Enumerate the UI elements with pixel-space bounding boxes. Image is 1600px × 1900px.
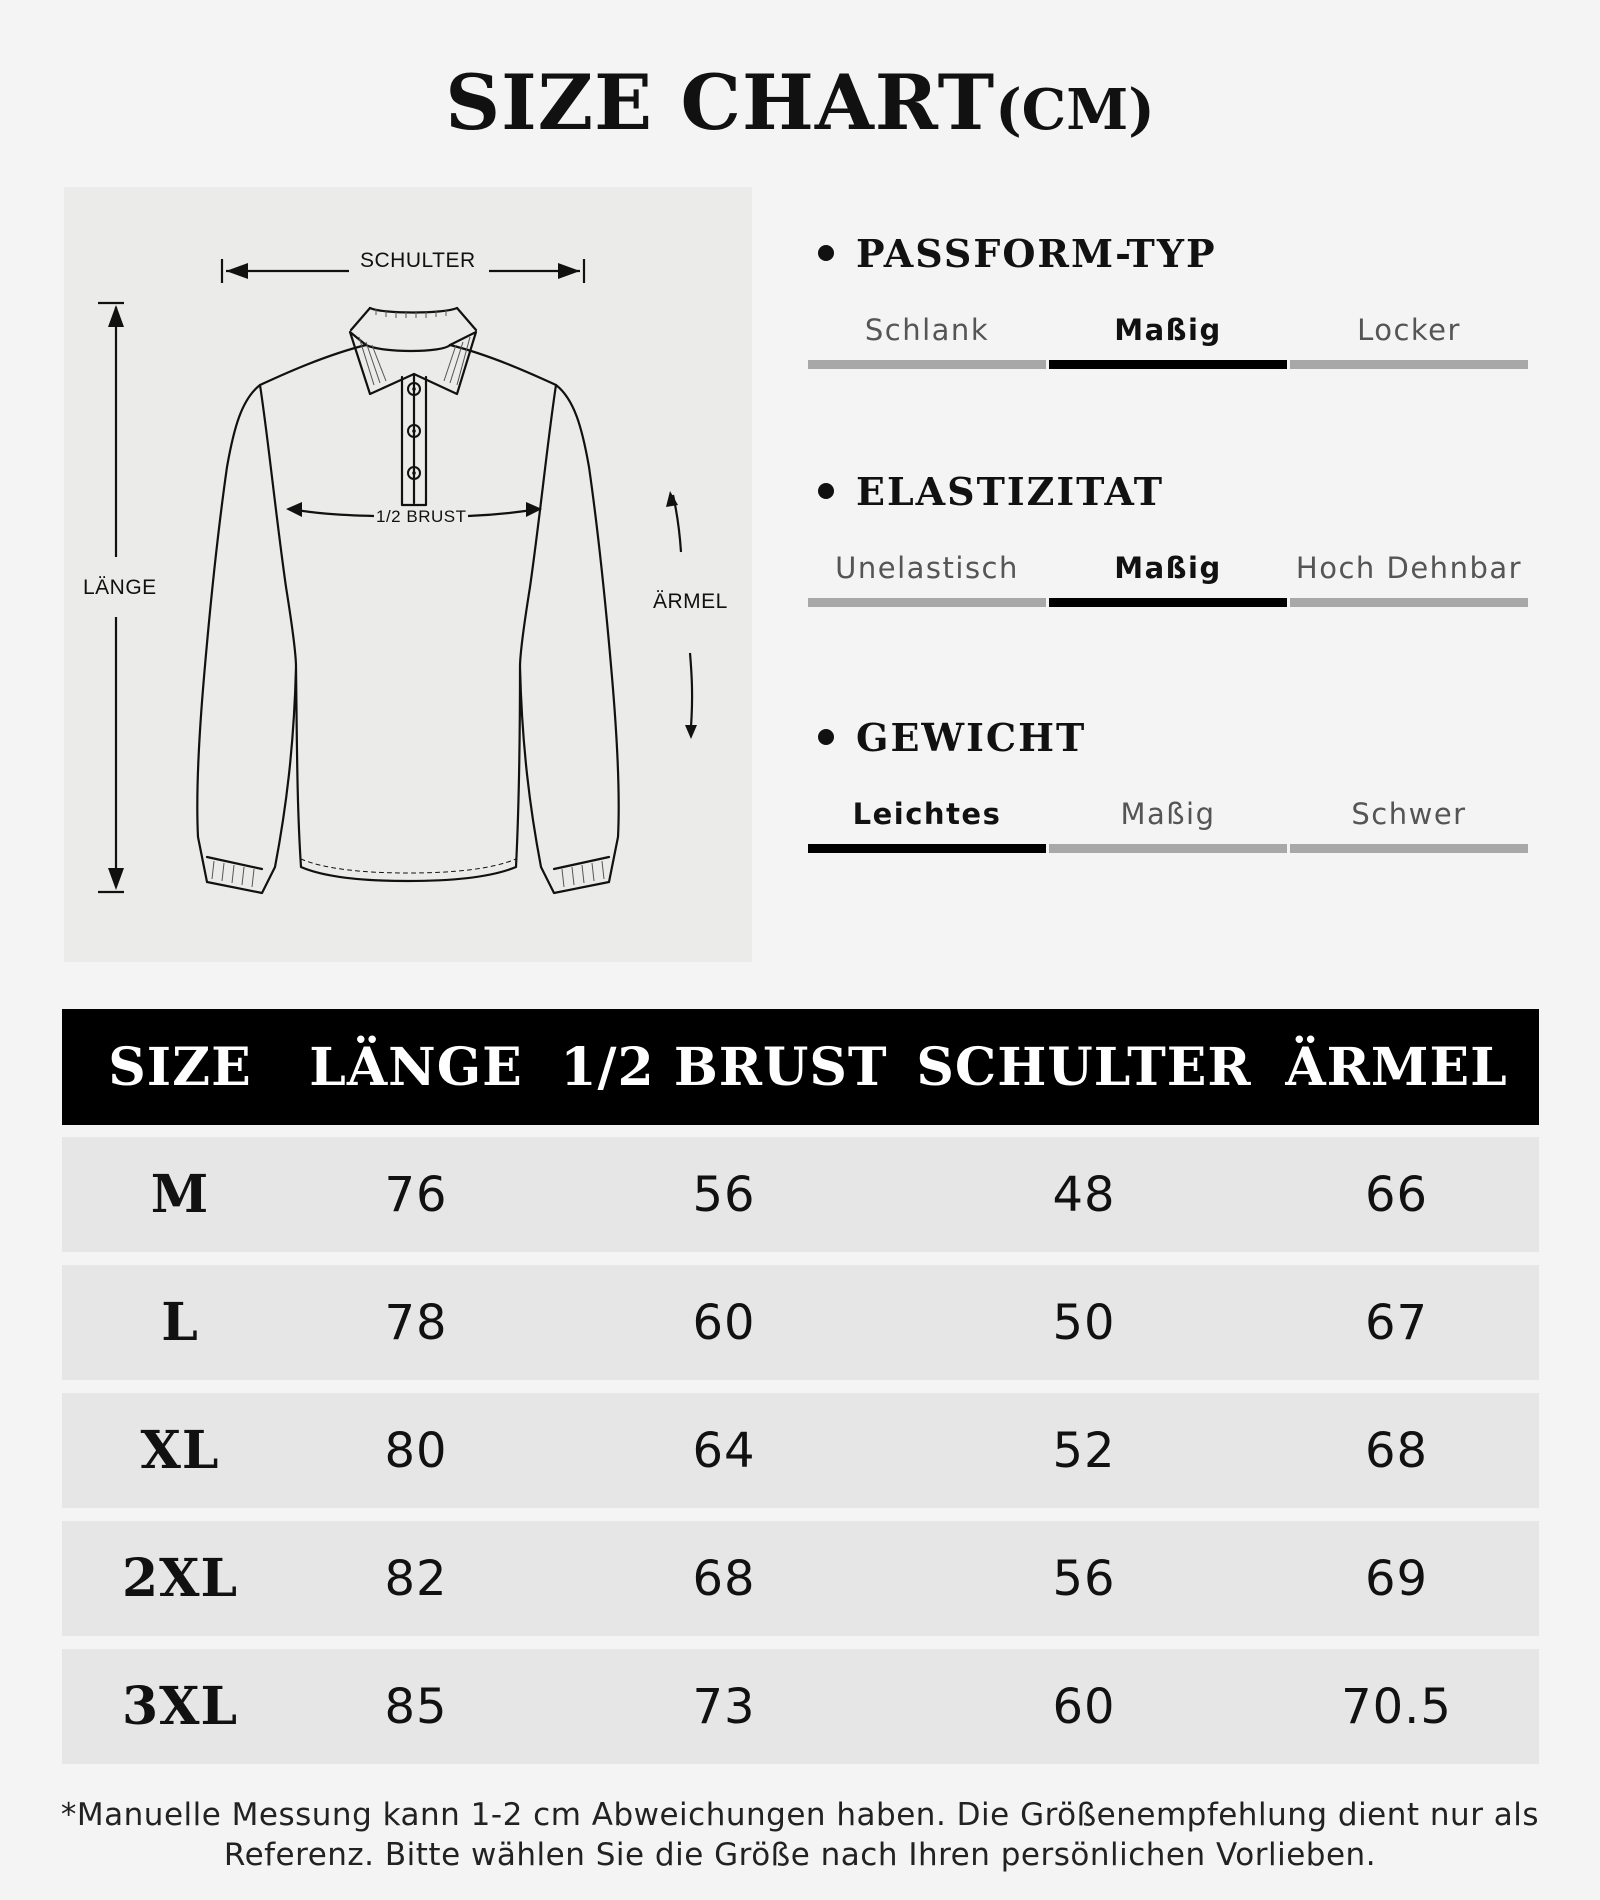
cell-length: 80 — [384, 1422, 448, 1479]
elasticity-option-moderate: Maßig — [1049, 547, 1287, 607]
table-row — [62, 1649, 1539, 1764]
cell-shoulder: 50 — [1052, 1294, 1116, 1351]
bullet-icon — [818, 245, 834, 261]
cell-size: 2XL — [121, 1548, 239, 1609]
cell-half-chest: 56 — [692, 1166, 756, 1223]
polo-shirt-drawing — [64, 187, 752, 962]
cell-size: L — [161, 1292, 199, 1353]
cell-half-chest: 73 — [692, 1678, 756, 1735]
cell-half-chest: 68 — [692, 1550, 756, 1607]
elasticity-options — [808, 547, 1528, 607]
table-row — [62, 1393, 1539, 1508]
size-table — [62, 1009, 1539, 1764]
scale-bar — [1290, 360, 1528, 369]
shirt-illustration — [64, 187, 752, 962]
scale-bar — [1049, 598, 1287, 607]
header-length: LÄNGE — [309, 1036, 523, 1098]
table-row — [62, 1265, 1539, 1380]
footnote-line-2: Referenz. Bitte wählen Sie die Größe nach Ihren persönlichen Vorlieben. — [223, 1837, 1377, 1873]
scale-bar — [808, 844, 1046, 853]
fit-option-loose: Locker — [1290, 309, 1528, 369]
cell-size: 3XL — [121, 1676, 239, 1737]
elasticity-option-none: Unelastisch — [808, 547, 1046, 607]
cell-size: XL — [140, 1420, 220, 1481]
header-shoulder: SCHULTER — [916, 1036, 1252, 1098]
table-row — [62, 1521, 1539, 1636]
sleeve-measure-label: ÄRMEL — [653, 590, 728, 613]
measurement-footnote — [40, 1795, 1560, 1875]
header-half-chest: 1/2 BRUST — [560, 1036, 888, 1098]
cell-length: 82 — [384, 1550, 448, 1607]
weight-option-medium: Maßig — [1049, 793, 1287, 853]
weight-options — [808, 793, 1528, 853]
scale-bar — [1290, 598, 1528, 607]
cell-size: M — [150, 1164, 210, 1225]
cell-half-chest: 60 — [692, 1294, 756, 1351]
cell-half-chest: 64 — [692, 1422, 756, 1479]
chest-measure-label: 1/2 BRUST — [376, 507, 467, 526]
title-unit: (CM) — [995, 77, 1155, 143]
fit-option-slim: Schlank — [808, 309, 1046, 369]
elasticity-title: ELASTIZITAT — [856, 468, 1165, 514]
cell-length: 76 — [384, 1166, 448, 1223]
elasticity-option-high: Hoch Dehnbar — [1290, 547, 1528, 607]
length-measure-label: LÄNGE — [83, 576, 157, 599]
scale-bar — [808, 360, 1046, 369]
fit-type-title: PASSFORM-TYP — [856, 230, 1217, 276]
weight-title: GEWICHT — [856, 714, 1087, 760]
cell-shoulder: 60 — [1052, 1678, 1116, 1735]
footnote-line-1: *Manuelle Messung kann 1-2 cm Abweichungen haben. Die Größenempfehlung dient nur als — [60, 1797, 1540, 1833]
cell-shoulder: 52 — [1052, 1422, 1116, 1479]
header-size: SIZE — [108, 1036, 252, 1098]
scale-bar — [1049, 360, 1287, 369]
cell-sleeve: 70.5 — [1341, 1678, 1452, 1735]
fit-type-options — [808, 309, 1528, 369]
title-text: SIZE CHART — [445, 58, 996, 147]
cell-length: 78 — [384, 1294, 448, 1351]
cell-sleeve: 67 — [1364, 1294, 1429, 1351]
scale-bar — [808, 598, 1046, 607]
cell-sleeve: 68 — [1364, 1422, 1429, 1479]
cell-sleeve: 66 — [1364, 1166, 1429, 1223]
page-title — [0, 58, 1600, 147]
weight-option-heavy: Schwer — [1290, 793, 1528, 853]
cell-shoulder: 48 — [1052, 1166, 1116, 1223]
table-header — [62, 1009, 1539, 1125]
bullet-icon — [818, 729, 834, 745]
bullet-icon — [818, 483, 834, 499]
weight-option-light: Leichtes — [808, 793, 1046, 853]
table-row — [62, 1137, 1539, 1252]
header-sleeve: ÄRMEL — [1285, 1036, 1508, 1098]
shoulder-measure-label: SCHULTER — [360, 249, 476, 272]
cell-shoulder: 56 — [1052, 1550, 1116, 1607]
fit-option-regular: Maßig — [1049, 309, 1287, 369]
scale-bar — [1049, 844, 1287, 853]
scale-bar — [1290, 844, 1528, 853]
cell-sleeve: 69 — [1364, 1550, 1429, 1607]
cell-length: 85 — [384, 1678, 448, 1735]
